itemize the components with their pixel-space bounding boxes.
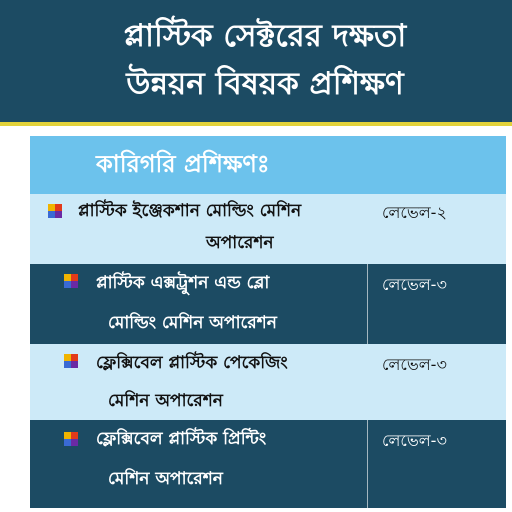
course-row [30, 264, 506, 344]
course-name-line-2: অপারেশন [206, 233, 274, 253]
course-name-line-1: প্লাস্টিক এক্সট্রুশন এন্ড ব্লো [96, 273, 270, 293]
course-name-line-1: ফ্লেক্সিবেল প্লাস্টিক পেকেজিং [96, 353, 288, 373]
course-level: লেভেল-৩ [382, 275, 447, 294]
course-row [30, 194, 506, 264]
course-name-line-2: মোল্ডিং মেশিন অপারেশন [108, 313, 277, 333]
windows-logo-bullet-icon [48, 204, 62, 218]
course-level: লেভেল-২ [382, 203, 447, 222]
course-name-line-1: প্লাস্টিক ইঞ্জেকশান মোল্ডিং মেশিন [78, 201, 302, 221]
course-table [30, 136, 506, 508]
title-line-2: উন্নয়ন বিষয়ক প্রশিক্ষণ [126, 66, 404, 102]
course-name-line-2: মেশিন অপারেশন [108, 469, 223, 489]
column-divider [367, 264, 368, 344]
windows-logo-bullet-icon [64, 432, 78, 446]
table-header-label: কারিগরি প্রশিক্ষণঃ [96, 150, 270, 178]
title-line-1: প্লাস্টিক সেক্টরের দক্ষতা [123, 18, 407, 54]
course-row [30, 344, 506, 420]
course-level: লেভেল-৩ [382, 355, 447, 374]
course-row [30, 420, 506, 508]
course-name-line-1: ফ্লেক্সিবেল প্লাস্টিক প্রিন্টিং [96, 429, 267, 449]
accent-divider [0, 122, 512, 126]
course-level: লেভেল-৩ [382, 431, 447, 450]
windows-logo-bullet-icon [64, 354, 78, 368]
windows-logo-bullet-icon [64, 274, 78, 288]
course-name-line-2: মেশিন অপারেশন [108, 391, 223, 411]
table-header [30, 136, 506, 194]
column-divider [367, 420, 368, 508]
title-band [0, 0, 512, 122]
